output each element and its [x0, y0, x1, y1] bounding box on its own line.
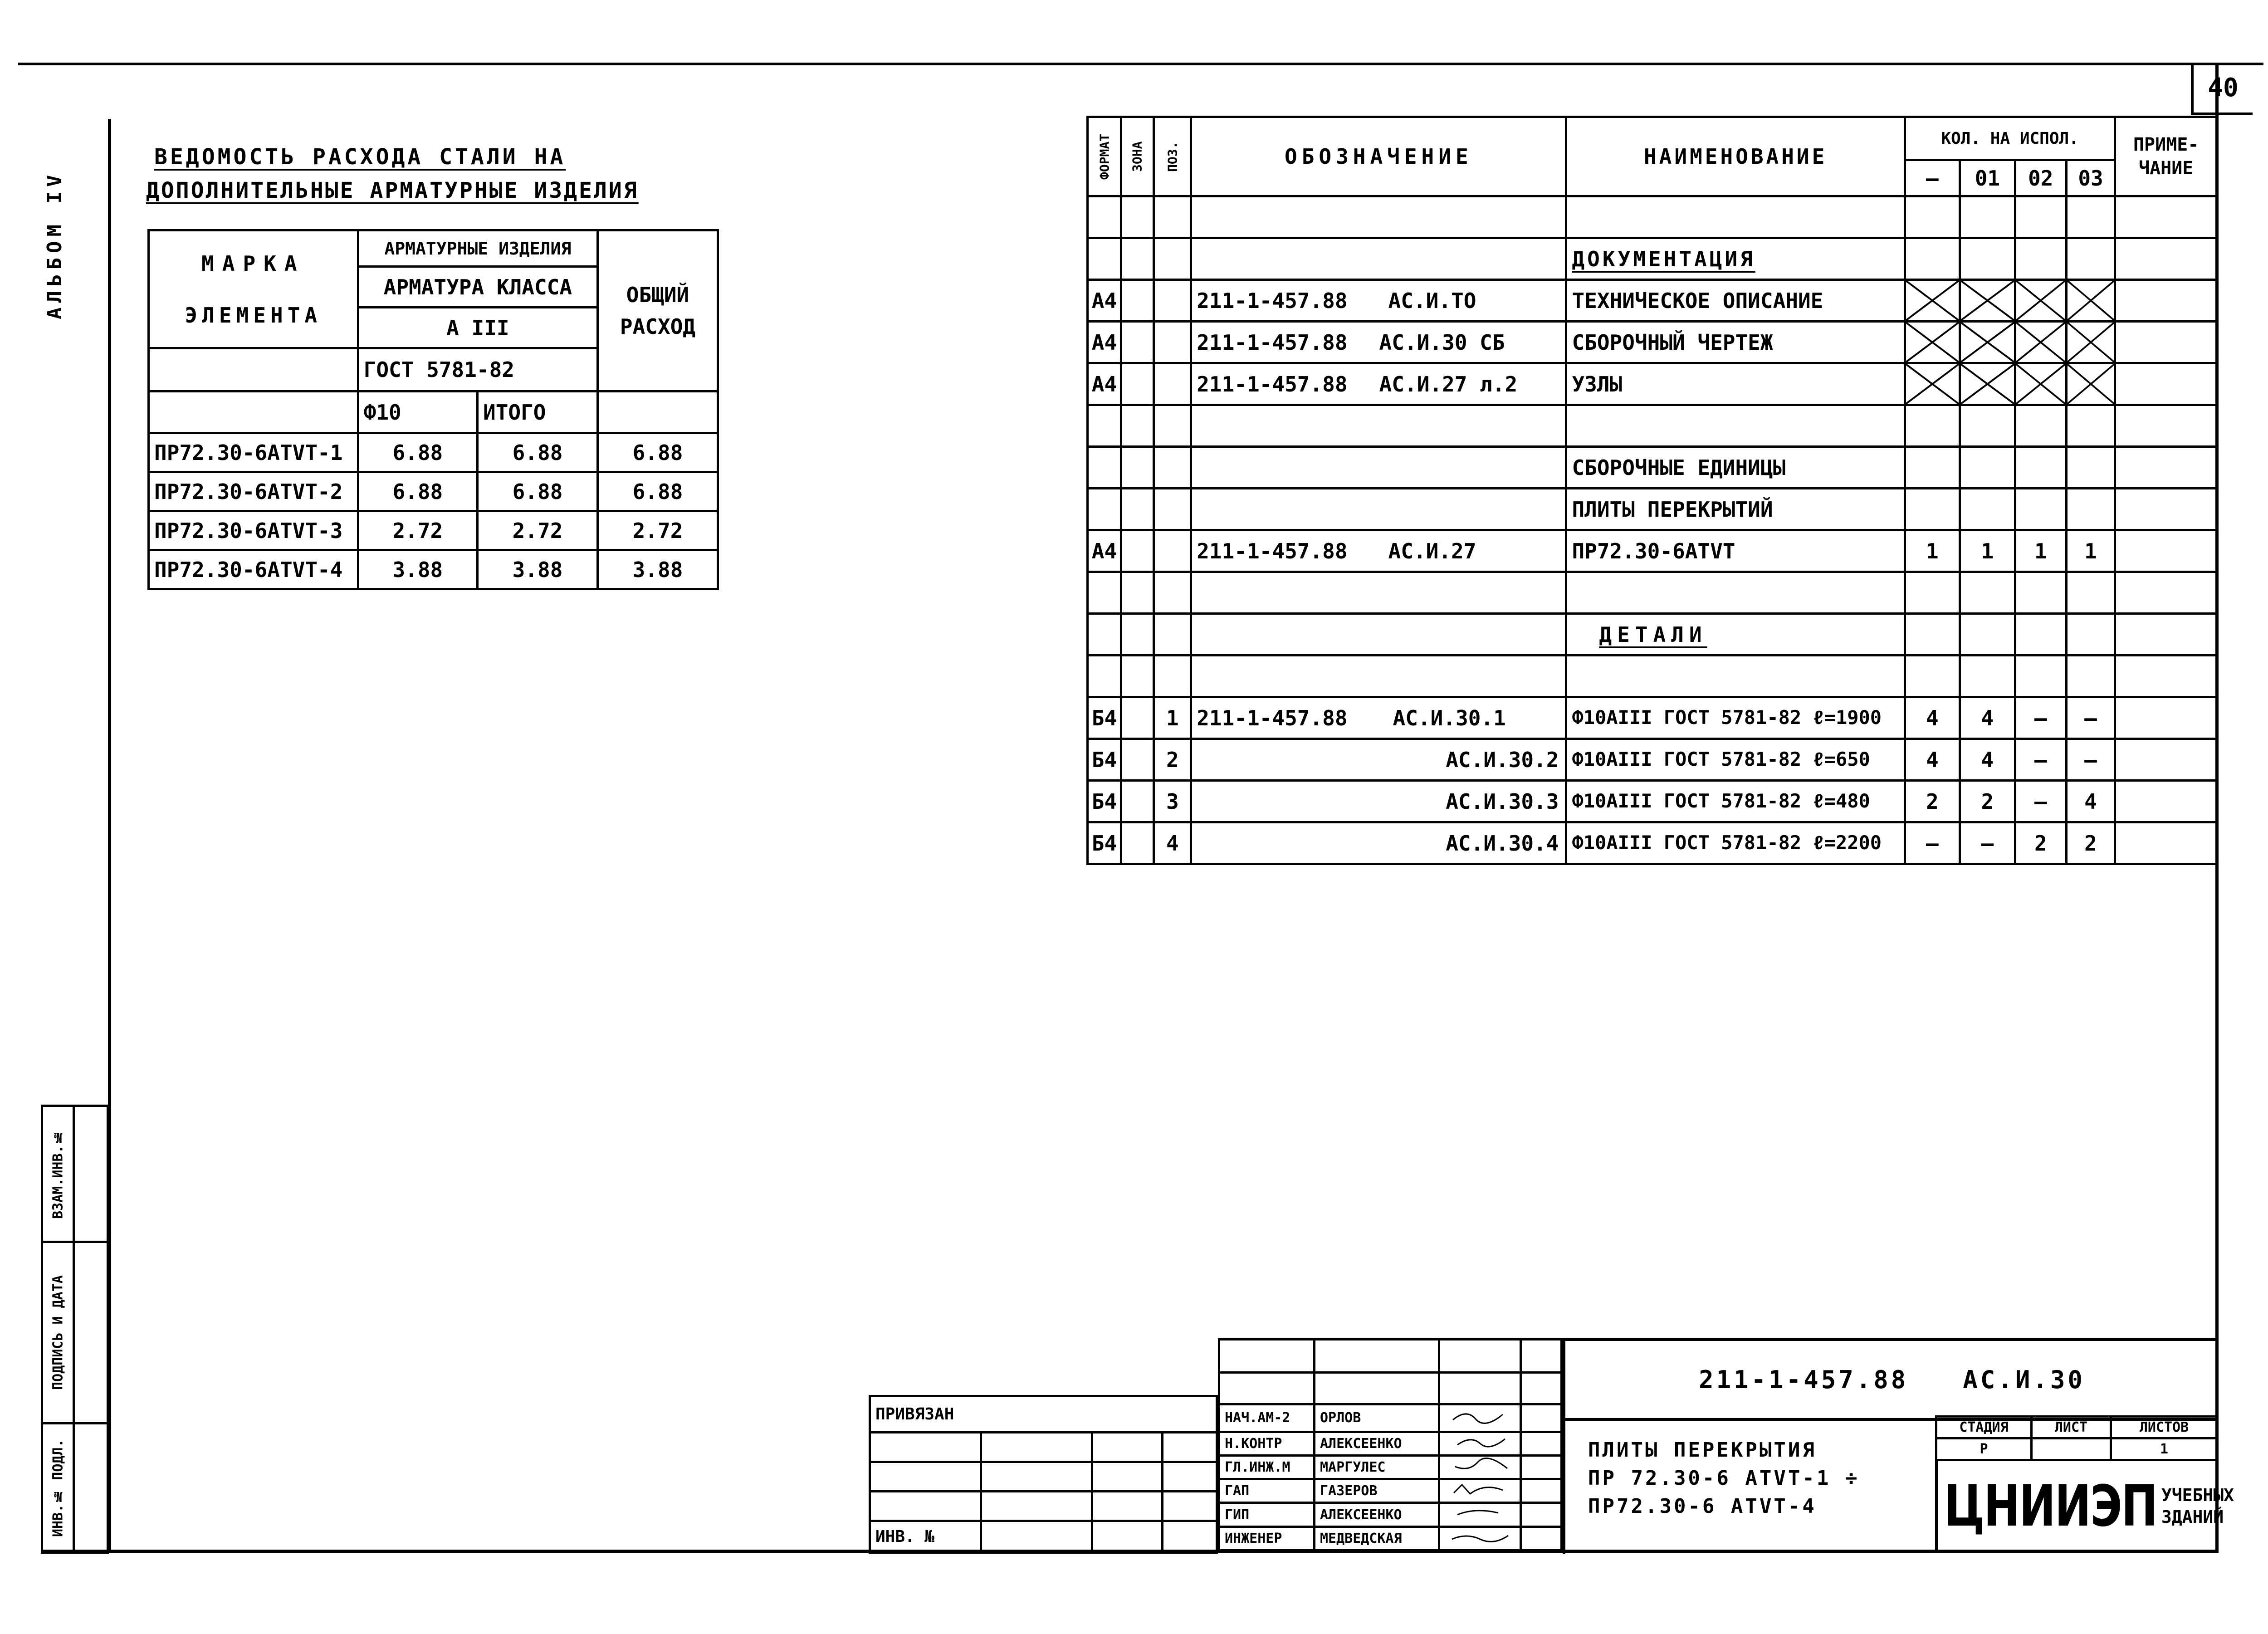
table-row: [1088, 656, 2217, 697]
table-row: [1088, 489, 2217, 530]
table-row: Н.КОНТР АЛЕКСЕЕНКО: [1219, 1432, 1562, 1455]
binding-label: ПРИВЯЗАН: [870, 1396, 1217, 1433]
top-border-line: [18, 63, 2263, 65]
section-documentation: ДОКУМЕНТАЦИЯ: [1572, 246, 1755, 271]
crossed-cell: [1905, 363, 1960, 405]
album-label: АЛЬБОМ IV: [43, 170, 66, 320]
table-row: А4 211-1-457.88 АС.И.27 ПР72.30-6АТVТ 1 1 1 1: [1088, 530, 2217, 572]
organization-logo: ЦНИИЭП УЧЕБНЫХ ЗДАНИЙ: [1935, 1461, 2221, 1551]
col-pos-header: ПОЗ.: [1154, 117, 1191, 196]
col-total-header: ИТОГО: [478, 391, 598, 433]
table-row: ПР72.30-6АТVТ-3 2.72 2.72 2.72: [149, 511, 718, 550]
crossed-cell: [1905, 280, 1960, 322]
table-row: [1088, 572, 2217, 614]
col-items-header: АРМАТУРНЫЕ ИЗДЕЛИЯ: [358, 230, 597, 267]
binding-block: [869, 1395, 1218, 1554]
subsection-slabs: ПЛИТЫ ПЕРЕКРЫТИЙ: [1566, 489, 1905, 530]
signature: [1439, 1503, 1521, 1526]
table-row: ПР72.30-6АТVТ-2 6.88 6.88 6.88: [149, 472, 718, 511]
table-row: А4 211-1-457.88 АС.И.27 л.2 УЗЛЫ: [1088, 363, 2217, 405]
specification-table: ФОРМАТ ЗОНА ПОЗ. ОБОЗНАЧЕНИЕ НАИМЕНОВАНИЕ КОЛ. НА ИСПОЛ. ПРИМЕ-ЧАНИЕ — 01 02 03 ДОКУМЕНТАЦИЯ А4 211-1-457.88 АС.И.ТО ТЕХНИЧЕСКОЕ ОПИСАНИЕ А4 211-1-457.88 АС.И.30 СБ СБОРОЧНЫЙ ЧЕРТЕЖ А4 211-1-457.88 АС.И.27 л.2 УЗЛЫ СБОРОЧНЫЕ ЕДИНИЦЫ ПЛИТЫ ПЕРЕКРЫТИЙ А4 211-1-457.88 АС.И.27 ПР72.30-6АТVТ 1 1 1 1 ДЕТАЛИ Б4 1 211-1-457.88 АС.И.30.1 Ф10АIII ГОСТ 5781-82 ℓ=1900 4 4 — — Б4 2 АС.И.30.2 Ф10АIII ГОСТ 5781-82 ℓ=650 4 4 — — Б4 3 АС.И.30.3 Ф10АIII ГОСТ 5781-82 ℓ=480 2 2 — 4 Б4 4 АС.И.30.4 Ф10АIII ГОСТ 5781-82 ℓ=2200 — — 2 2: [1086, 116, 2218, 865]
crossed-cell: [1960, 363, 2015, 405]
doc-code: 211-1-457.88 АС.И.30: [1565, 1341, 2219, 1421]
col-designation-header: ОБОЗНАЧЕНИЕ: [1191, 117, 1566, 196]
signature: [1439, 1526, 1521, 1550]
titleblock: [869, 1338, 2234, 1551]
margin-stamp: [41, 1105, 109, 1554]
col-name-header: НАИМЕНОВАНИЕ: [1566, 117, 1905, 196]
signature: [1439, 1432, 1521, 1455]
statement-title-line1: ВЕДОМОСТЬ РАСХОДА СТАЛИ НА: [154, 144, 566, 170]
crossed-cell: [2066, 363, 2115, 405]
steel-statement-table: [147, 229, 719, 590]
crossed-cell: [2015, 322, 2066, 363]
table-row: [1088, 405, 2217, 447]
margin-cell-inv-orig: ИНВ.№ ПОДЛ.: [42, 1424, 74, 1553]
table-row: ГАП ГАЗЕРОВ: [1219, 1479, 1562, 1503]
section-assembly-units: СБОРОЧНЫЕ ЕДИНИЦЫ: [1566, 447, 1905, 489]
crossed-cell: [1960, 322, 2015, 363]
section-details: ДЕТАЛИ: [1599, 622, 1707, 647]
titleblock-main: [1563, 1338, 2234, 1554]
table-row: А4 211-1-457.88 АС.И.ТО ТЕХНИЧЕСКОЕ ОПИСАНИЕ: [1088, 280, 2217, 322]
table-row: Б4 3 АС.И.30.3 Ф10АIII ГОСТ 5781-82 ℓ=480 2 2 — 4: [1088, 781, 2217, 822]
col-gost-header: ГОСТ 5781-82: [358, 348, 597, 391]
statement-title-line2: ДОПОЛНИТЕЛЬНЫЕ АРМАТУРНЫЕ ИЗДЕЛИЯ: [146, 178, 639, 203]
table-row: [1088, 447, 2217, 489]
margin-cell-signature: ПОДПИСЬ И ДАТА: [42, 1242, 74, 1424]
table-row: [1088, 614, 2217, 656]
col-qty-header: КОЛ. НА ИСПОЛ.: [1905, 117, 2115, 160]
crossed-cell: [1905, 322, 1960, 363]
stage-table: СТАДИЯ ЛИСТ ЛИСТОВ Р 1: [1935, 1415, 2219, 1461]
crossed-cell: [2066, 280, 2115, 322]
col-phi-header: Ф10: [358, 391, 477, 433]
table-row: [1088, 238, 2217, 280]
sheet-number: 40: [2208, 73, 2239, 103]
table-row: Б4 1 211-1-457.88 АС.И.30.1 Ф10АIII ГОСТ 5781-82 ℓ=1900 4 4 — —: [1088, 697, 2217, 739]
table-row: ПР72.30-6АТVТ-1 6.88 6.88 6.88: [149, 433, 718, 472]
col-note-header: ПРИМЕ-ЧАНИЕ: [2115, 117, 2217, 196]
col-class-value: А III: [358, 308, 597, 348]
col-class-header: АРМАТУРА КЛАССА: [358, 267, 597, 308]
sheet-number-box: [2191, 63, 2253, 115]
signature: [1439, 1404, 1521, 1432]
table-row: Б4 4 АС.И.30.4 Ф10АIII ГОСТ 5781-82 ℓ=2200 — — 2 2: [1088, 822, 2217, 864]
signature: [1439, 1479, 1521, 1503]
table-row: ИНЖЕНЕР МЕДВЕДСКАЯ: [1219, 1526, 1562, 1550]
crossed-cell: [2015, 363, 2066, 405]
col-mark-header: МАРКА ЭЛЕМЕНТА: [149, 230, 358, 348]
signature: [1439, 1455, 1521, 1479]
table-row: ГЛ.ИНЖ.М МАРГУЛЕС: [1219, 1455, 1562, 1479]
crossed-cell: [2066, 322, 2115, 363]
drawing-name: ПЛИТЫ ПЕРЕКРЫТИЯ ПР 72.30-6 АТVТ-1 ÷ ПР72.30-6 АТVТ-4: [1588, 1438, 1860, 1518]
crossed-cell: [1960, 280, 2015, 322]
col-format-header: ФОРМАТ: [1088, 117, 1121, 196]
table-row: ПР72.30-6АТVТ-4 3.88 3.88 3.88: [149, 550, 718, 589]
staff-signatures: [1218, 1338, 1563, 1551]
inv-number-label: ИНВ. №: [870, 1521, 981, 1553]
table-row: НАЧ.АМ-2 ОРЛОВ: [1219, 1404, 1562, 1432]
table-row: Б4 2 АС.И.30.2 Ф10АIII ГОСТ 5781-82 ℓ=650 4 4 — —: [1088, 739, 2217, 781]
table-row: [1088, 196, 2217, 238]
margin-cell-inv-zam: ВЗАМ.ИНВ.№: [42, 1106, 74, 1242]
crossed-cell: [2015, 280, 2066, 322]
col-zone-header: ЗОНА: [1121, 117, 1154, 196]
col-general-header: ОБЩИЙ РАСХОД: [598, 230, 718, 391]
table-row: А4 211-1-457.88 АС.И.30 СБ СБОРОЧНЫЙ ЧЕРТЕЖ: [1088, 322, 2217, 363]
table-row: ГИП АЛЕКСЕЕНКО: [1219, 1503, 1562, 1526]
